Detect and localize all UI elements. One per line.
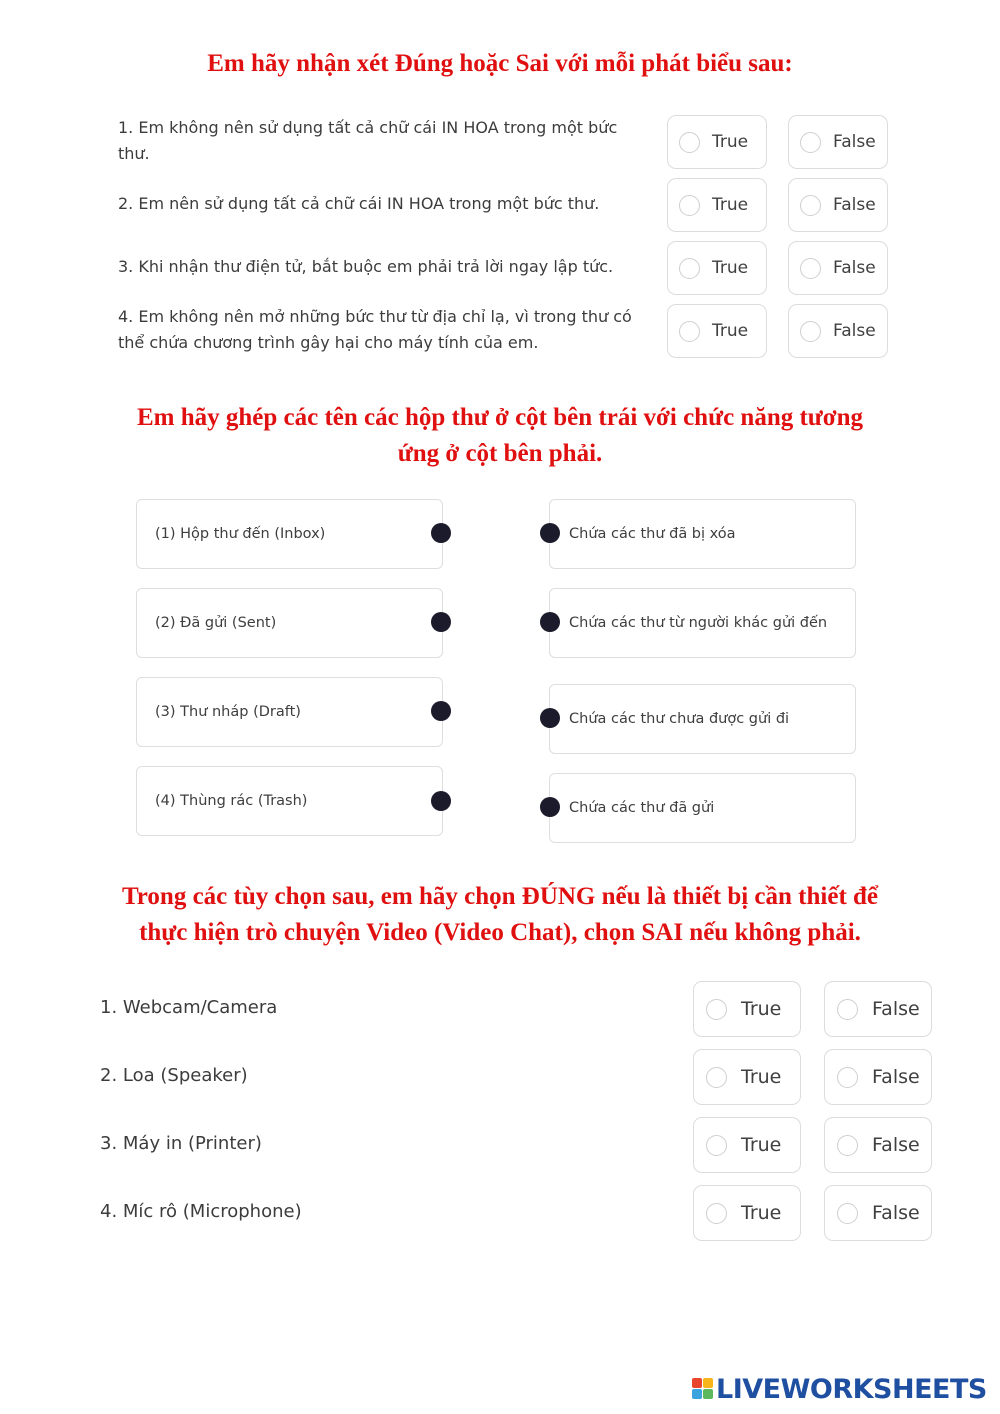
q3-false-option[interactable] <box>788 241 888 295</box>
q2-false-option[interactable] <box>788 178 888 232</box>
radio-circle-icon[interactable] <box>706 1203 727 1224</box>
device-item-printer: 3. Máy in (Printer) <box>100 1133 262 1154</box>
true-label: True <box>712 321 749 341</box>
radio-circle-icon[interactable] <box>706 1067 727 1088</box>
radio-circle-icon[interactable] <box>800 132 821 153</box>
false-label: False <box>872 1202 920 1224</box>
webcam-true-option[interactable] <box>693 981 801 1037</box>
radio-circle-icon[interactable] <box>837 1135 858 1156</box>
false-label: False <box>872 1066 920 1088</box>
device-item-speaker: 2. Loa (Speaker) <box>100 1065 248 1086</box>
radio-circle-icon[interactable] <box>679 258 700 279</box>
radio-circle-icon[interactable] <box>837 1203 858 1224</box>
heading-line: Em hãy ghép các tên các hộp thư ở cột bên trái với chức năng tương <box>136 404 864 431</box>
radio-circle-icon[interactable] <box>800 195 821 216</box>
match-left-item-trash[interactable]: (4) Thùng rác (Trash) <box>136 766 443 836</box>
section1-heading: Em hãy nhận xét Đúng hoặc Sai với mỗi phát biểu sau: <box>207 50 793 77</box>
q4-false-option[interactable] <box>788 304 888 358</box>
false-label: False <box>833 258 876 278</box>
match-right-dot-2[interactable] <box>540 612 560 632</box>
speaker-true-option[interactable] <box>693 1049 801 1105</box>
radio-circle-icon[interactable] <box>706 999 727 1020</box>
heading-line: thực hiện trò chuyện Video (Video Chat), chọn SAI nếu không phải. <box>139 919 861 946</box>
logo-text: LIVEWORKSHEETS <box>716 1373 987 1405</box>
logo-square <box>692 1389 702 1399</box>
logo-square <box>703 1378 713 1388</box>
radio-circle-icon[interactable] <box>837 1067 858 1088</box>
true-label: True <box>712 258 749 278</box>
question-text-line: 4. Em không nên mở những bức thư từ địa chỉ lạ, vì trong thư có <box>118 307 632 326</box>
radio-circle-icon[interactable] <box>800 321 821 342</box>
logo-square <box>692 1378 702 1388</box>
radio-circle-icon[interactable] <box>679 195 700 216</box>
match-left-item-sent[interactable]: (2) Đã gửi (Sent) <box>136 588 443 658</box>
q4-true-option[interactable] <box>667 304 767 358</box>
q2-true-option[interactable] <box>667 178 767 232</box>
speaker-false-option[interactable] <box>824 1049 932 1105</box>
match-right-item-3[interactable]: Chứa các thư chưa được gửi đi <box>549 684 856 754</box>
radio-circle-icon[interactable] <box>679 132 700 153</box>
radio-circle-icon[interactable] <box>706 1135 727 1156</box>
match-right-dot-3[interactable] <box>540 708 560 728</box>
match-left-dot-2[interactable] <box>431 612 451 632</box>
match-left-dot-1[interactable] <box>431 523 451 543</box>
false-label: False <box>833 195 876 215</box>
q1-true-option[interactable] <box>667 115 767 169</box>
tf-question-1 <box>118 115 663 167</box>
match-right-dot-1[interactable] <box>540 523 560 543</box>
microphone-true-option[interactable] <box>693 1185 801 1241</box>
q1-false-option[interactable] <box>788 115 888 169</box>
radio-circle-icon[interactable] <box>679 321 700 342</box>
device-item-microphone: 4. Míc rô (Microphone) <box>100 1201 302 1222</box>
liveworksheets-logo <box>692 1374 987 1404</box>
heading-line: Trong các tùy chọn sau, em hãy chọn ĐÚNG nếu là thiết bị cần thiết để <box>121 883 879 910</box>
match-right-item-1[interactable]: Chứa các thư đã bị xóa <box>549 499 856 569</box>
device-item-webcam: 1. Webcam/Camera <box>100 997 278 1018</box>
printer-false-option[interactable] <box>824 1117 932 1173</box>
webcam-false-option[interactable] <box>824 981 932 1037</box>
q3-true-option[interactable] <box>667 241 767 295</box>
match-left-dot-4[interactable] <box>431 791 451 811</box>
question-text-line: 1. Em không nên sử dụng tất cả chữ cái IN HOA trong một bức <box>118 118 618 137</box>
liveworksheets-logo-icon <box>692 1378 714 1400</box>
question-text-line: thể chứa chương trình gây hại cho máy tính của em. <box>118 333 539 352</box>
false-label: False <box>872 998 920 1020</box>
question-text-line: 3. Khi nhận thư điện tử, bắt buộc em phải trả lời ngay lập tức. <box>118 257 614 276</box>
printer-true-option[interactable] <box>693 1117 801 1173</box>
tf-question-3 <box>118 254 663 280</box>
question-text-line: thư. <box>118 144 150 163</box>
logo-square <box>703 1389 713 1399</box>
match-left-item-inbox[interactable]: (1) Hộp thư đến (Inbox) <box>136 499 443 569</box>
false-label: False <box>833 321 876 341</box>
match-right-dot-4[interactable] <box>540 797 560 817</box>
section3-heading <box>50 879 950 951</box>
match-left-item-draft[interactable]: (3) Thư nháp (Draft) <box>136 677 443 747</box>
true-label: True <box>712 195 749 215</box>
false-label: False <box>872 1134 920 1156</box>
true-label: True <box>741 1066 782 1088</box>
true-label: True <box>741 998 782 1020</box>
heading-line: ứng ở cột bên phải. <box>397 440 603 467</box>
radio-circle-icon[interactable] <box>800 258 821 279</box>
match-left-dot-3[interactable] <box>431 701 451 721</box>
radio-circle-icon[interactable] <box>837 999 858 1020</box>
microphone-false-option[interactable] <box>824 1185 932 1241</box>
tf-question-4 <box>118 304 663 356</box>
section2-heading <box>60 400 940 472</box>
match-right-item-4[interactable]: Chứa các thư đã gửi <box>549 773 856 843</box>
question-text-line: 2. Em nên sử dụng tất cả chữ cái IN HOA trong một bức thư. <box>118 194 600 213</box>
match-right-item-2[interactable]: Chứa các thư từ người khác gửi đến <box>549 588 856 658</box>
true-label: True <box>741 1202 782 1224</box>
true-label: True <box>741 1134 782 1156</box>
false-label: False <box>833 132 876 152</box>
tf-question-2 <box>118 191 663 217</box>
true-label: True <box>712 132 749 152</box>
